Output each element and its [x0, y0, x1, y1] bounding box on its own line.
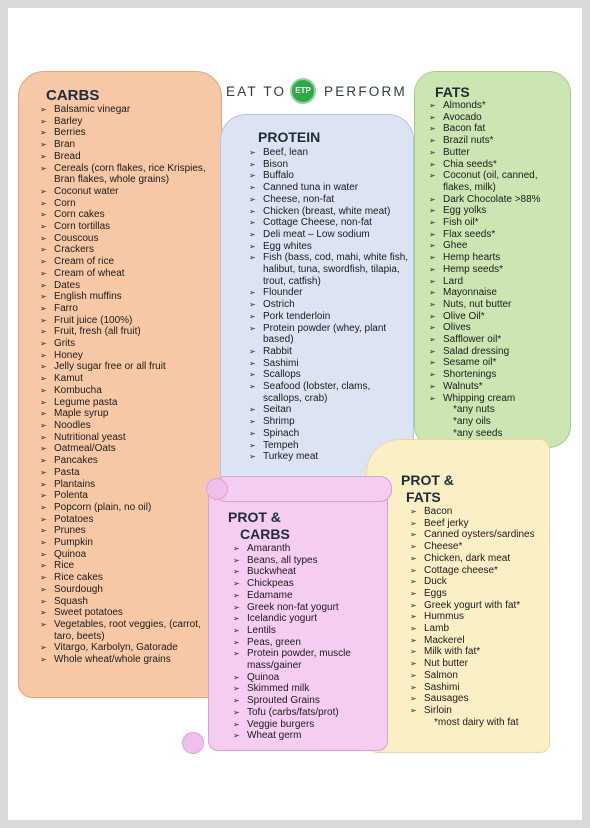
list-item: ➢ Fish (bass, cod, mahi, white fish, halibut, tuna, swordfish, tilapia, trout, catfish) — [249, 252, 409, 287]
protein-list — [249, 147, 409, 463]
list-item: ➢ Veggie burgers — [233, 719, 383, 731]
list-item: ➢ Sashimi — [410, 682, 546, 694]
list-item: ➢ Pumpkin — [40, 537, 210, 549]
list-item: ➢ Beef jerky — [410, 518, 546, 530]
list-item: ➢ Nutritional yeast — [40, 432, 210, 444]
list-item: ➢ Nuts, nut butter — [429, 299, 564, 311]
fats-list — [429, 100, 564, 439]
list-item: ➢ Legume pasta — [40, 397, 210, 409]
scroll-top-roll — [214, 476, 392, 502]
etp-badge-icon: ETP — [290, 78, 316, 104]
list-item: ➢ Chicken, dark meat — [410, 553, 546, 565]
list-item: ➢ Butter — [429, 147, 564, 159]
list-item: ➢ Balsamic vinegar — [40, 104, 210, 116]
list-item: ➢ Flax seeds* — [429, 229, 564, 241]
list-item: ➢ Popcorn (plain, no oil) — [40, 502, 210, 514]
list-item: ➢ Wheat germ — [233, 730, 383, 742]
list-item: ➢ Quinoa — [233, 672, 383, 684]
list-item: ➢ Spinach — [249, 428, 409, 440]
list-item: ➢ Berries — [40, 127, 210, 139]
list-item: ➢ Vegetables, root veggies, (carrot, taro, beets) — [40, 619, 210, 642]
list-item: ➢ Salmon — [410, 670, 546, 682]
list-item: ➢ Fruit juice (100%) — [40, 315, 210, 327]
list-item: ➢ Bison — [249, 159, 409, 171]
list-item: ➢ Canned tuna in water — [249, 182, 409, 194]
list-item: ➢ Plantains — [40, 479, 210, 491]
list-item: ➢ Squash — [40, 596, 210, 608]
list-item: ➢ Tofu (carbs/fats/prot) — [233, 707, 383, 719]
logo-text-left: EAT TO — [226, 84, 287, 99]
list-item: ➢ Bacon — [410, 506, 546, 518]
list-item: ➢ Amaranth — [233, 543, 383, 555]
list-item: ➢ Sweet potatoes — [40, 607, 210, 619]
list-item: ➢ Fruit, fresh (all fruit) — [40, 326, 210, 338]
list-item: ➢ Sesame oil* — [429, 357, 564, 369]
list-item: ➢ Corn cakes — [40, 209, 210, 221]
list-item: ➢ Dark Chocolate >88% — [429, 194, 564, 206]
fats-heading: FATS — [435, 84, 470, 100]
list-item: ➢ Barley — [40, 116, 210, 128]
carbs-list — [40, 104, 210, 666]
list-item: ➢ Cereals (corn flakes, rice Krispies, Bran flakes, whole grains) — [40, 163, 210, 186]
list-item: ➢ Potatoes — [40, 514, 210, 526]
list-item: ➢ Lamb — [410, 623, 546, 635]
list-item: ➢ Beans, all types — [233, 555, 383, 567]
list-item: ➢ Buckwheat — [233, 566, 383, 578]
prot-carbs-heading-line2: CARBS — [240, 526, 290, 542]
list-item: ➢ Coconut water — [40, 186, 210, 198]
list-item: ➢ Kamut — [40, 373, 210, 385]
list-item: ➢ Sausages — [410, 693, 546, 705]
list-item: ➢ Jelly sugar free or all fruit — [40, 361, 210, 373]
list-item: ➢ Whole wheat/whole grains — [40, 654, 210, 666]
list-item: ➢ Fish oil* — [429, 217, 564, 229]
list-item: ➢ Corn tortillas — [40, 221, 210, 233]
list-item: ➢ Protein powder, muscle mass/gainer — [233, 648, 383, 671]
footnote: *any seeds — [453, 427, 503, 439]
list-item: ➢ Crackers — [40, 244, 210, 256]
list-item: ➢ Greek yogurt with fat* — [410, 600, 546, 612]
list-item: ➢ Buffalo — [249, 170, 409, 182]
list-item: ➢ Brazil nuts* — [429, 135, 564, 147]
prot-fats-heading-line2: FATS — [406, 489, 441, 505]
list-item: ➢ Seitan — [249, 404, 409, 416]
list-item: ➢ Shrimp — [249, 416, 409, 428]
list-item: ➢ Whipping cream — [429, 393, 564, 405]
list-item: ➢ Quinoa — [40, 549, 210, 561]
list-item: ➢ Shortenings — [429, 369, 564, 381]
list-item: ➢ Prunes — [40, 525, 210, 537]
list-item: ➢ Sourdough — [40, 584, 210, 596]
list-item: ➢ Lentils — [233, 625, 383, 637]
list-item: ➢ Pork tenderloin — [249, 311, 409, 323]
list-item: ➢ Chicken (breast, white meat) — [249, 206, 409, 218]
list-item: ➢ Cheese, non-fat — [249, 194, 409, 206]
list-item: ➢ Chia seeds* — [429, 159, 564, 171]
list-item: ➢ Rice cakes — [40, 572, 210, 584]
eat-to-perform-logo — [226, 78, 416, 106]
list-item: ➢ Hemp seeds* — [429, 264, 564, 276]
list-item: ➢ Duck — [410, 576, 546, 588]
list-item: ➢ Icelandic yogurt — [233, 613, 383, 625]
list-item: ➢ Oatmeal/Oats — [40, 443, 210, 455]
list-item: ➢ Maple syrup — [40, 408, 210, 420]
list-item: ➢ Bran — [40, 139, 210, 151]
list-item: ➢ Beef, lean — [249, 147, 409, 159]
list-item: ➢ Cream of wheat — [40, 268, 210, 280]
list-item: ➢ Deli meat – Low sodium — [249, 229, 409, 241]
list-item: ➢ Milk with fat* — [410, 646, 546, 658]
prot-carbs-heading-line1: PROT & — [228, 509, 281, 525]
list-item: ➢ Avocado — [429, 112, 564, 124]
list-item: ➢ Chickpeas — [233, 578, 383, 590]
list-item: ➢ Seafood (lobster, clams, scallops, crab) — [249, 381, 409, 404]
list-item: ➢ Scallops — [249, 369, 409, 381]
list-item: ➢ Turkey meat — [249, 451, 409, 463]
prot-carbs-list — [233, 543, 383, 742]
footnote: *any nuts — [453, 404, 495, 416]
list-item: ➢ Ghee — [429, 240, 564, 252]
list-item: ➢ Pancakes — [40, 455, 210, 467]
list-item: ➢ Rice — [40, 560, 210, 572]
list-item: ➢ Sprouted Grains — [233, 695, 383, 707]
protein-heading: PROTEIN — [258, 129, 321, 145]
list-item: ➢ Greek non-fat yogurt — [233, 602, 383, 614]
list-item: ➢ Almonds* — [429, 100, 564, 112]
list-item: ➢ Honey — [40, 350, 210, 362]
list-item: ➢ Bacon fat — [429, 123, 564, 135]
list-item: ➢ Cream of rice — [40, 256, 210, 268]
list-item: ➢ Noodles — [40, 420, 210, 432]
list-item: ➢ Nut butter — [410, 658, 546, 670]
list-item: ➢ English muffins — [40, 291, 210, 303]
list-item: ➢ Sashimi — [249, 358, 409, 370]
list-item: ➢ Peas, green — [233, 637, 383, 649]
footnote: *any oils — [453, 415, 491, 427]
list-item: ➢ Couscous — [40, 233, 210, 245]
list-item: ➢ Mackerel — [410, 635, 546, 647]
list-item: ➢ Cheese* — [410, 541, 546, 553]
list-item: ➢ Grits — [40, 338, 210, 350]
list-item: ➢ Olives — [429, 322, 564, 334]
list-item: ➢ Tempeh — [249, 440, 409, 452]
carbs-heading: CARBS — [46, 87, 100, 104]
list-item: ➢ Pasta — [40, 467, 210, 479]
prot-fats-heading-line1: PROT & — [401, 472, 454, 488]
list-item: ➢ Skimmed milk — [233, 683, 383, 695]
list-item: ➢ Coconut (oil, canned, flakes, milk) — [429, 170, 564, 193]
list-item: ➢ Safflower oil* — [429, 334, 564, 346]
list-item: ➢ Cottage cheese* — [410, 565, 546, 577]
list-item: ➢ Farro — [40, 303, 210, 315]
document-page — [8, 8, 582, 820]
list-item: ➢ Flounder — [249, 287, 409, 299]
list-item: ➢ Dates — [40, 280, 210, 292]
list-item: ➢ Vitargo, Karbolyn, Gatorade — [40, 642, 210, 654]
list-item: ➢ Egg yolks — [429, 205, 564, 217]
list-item: ➢ Corn — [40, 198, 210, 210]
list-item: ➢ Lard — [429, 276, 564, 288]
scroll-curl-top-icon — [206, 478, 228, 500]
list-item: ➢ Walnuts* — [429, 381, 564, 393]
list-item: ➢ Canned oysters/sardines — [410, 529, 546, 541]
list-item: ➢ Olive Oil* — [429, 311, 564, 323]
list-item: ➢ Eggs — [410, 588, 546, 600]
list-item: ➢ Sirloin — [410, 705, 546, 717]
list-item: ➢ Bread — [40, 151, 210, 163]
list-item: ➢ Polenta — [40, 490, 210, 502]
list-item: ➢ Hummus — [410, 611, 546, 623]
list-item: ➢ Mayonnaise — [429, 287, 564, 299]
logo-text-right: PERFORM — [324, 84, 407, 99]
list-item: ➢ Edamame — [233, 590, 383, 602]
prot-fats-list — [410, 506, 546, 728]
scroll-curl-bottom-icon — [182, 732, 204, 754]
list-item: ➢ Kombucha — [40, 385, 210, 397]
footnote: *most dairy with fat — [434, 716, 519, 728]
list-item: ➢ Ostrich — [249, 299, 409, 311]
list-item: ➢ Hemp hearts — [429, 252, 564, 264]
list-item: ➢ Egg whites — [249, 241, 409, 253]
list-item: ➢ Protein powder (whey, plant based) — [249, 323, 409, 346]
list-item: ➢ Cottage Cheese, non-fat — [249, 217, 409, 229]
list-item: ➢ Salad dressing — [429, 346, 564, 358]
list-item: ➢ Rabbit — [249, 346, 409, 358]
